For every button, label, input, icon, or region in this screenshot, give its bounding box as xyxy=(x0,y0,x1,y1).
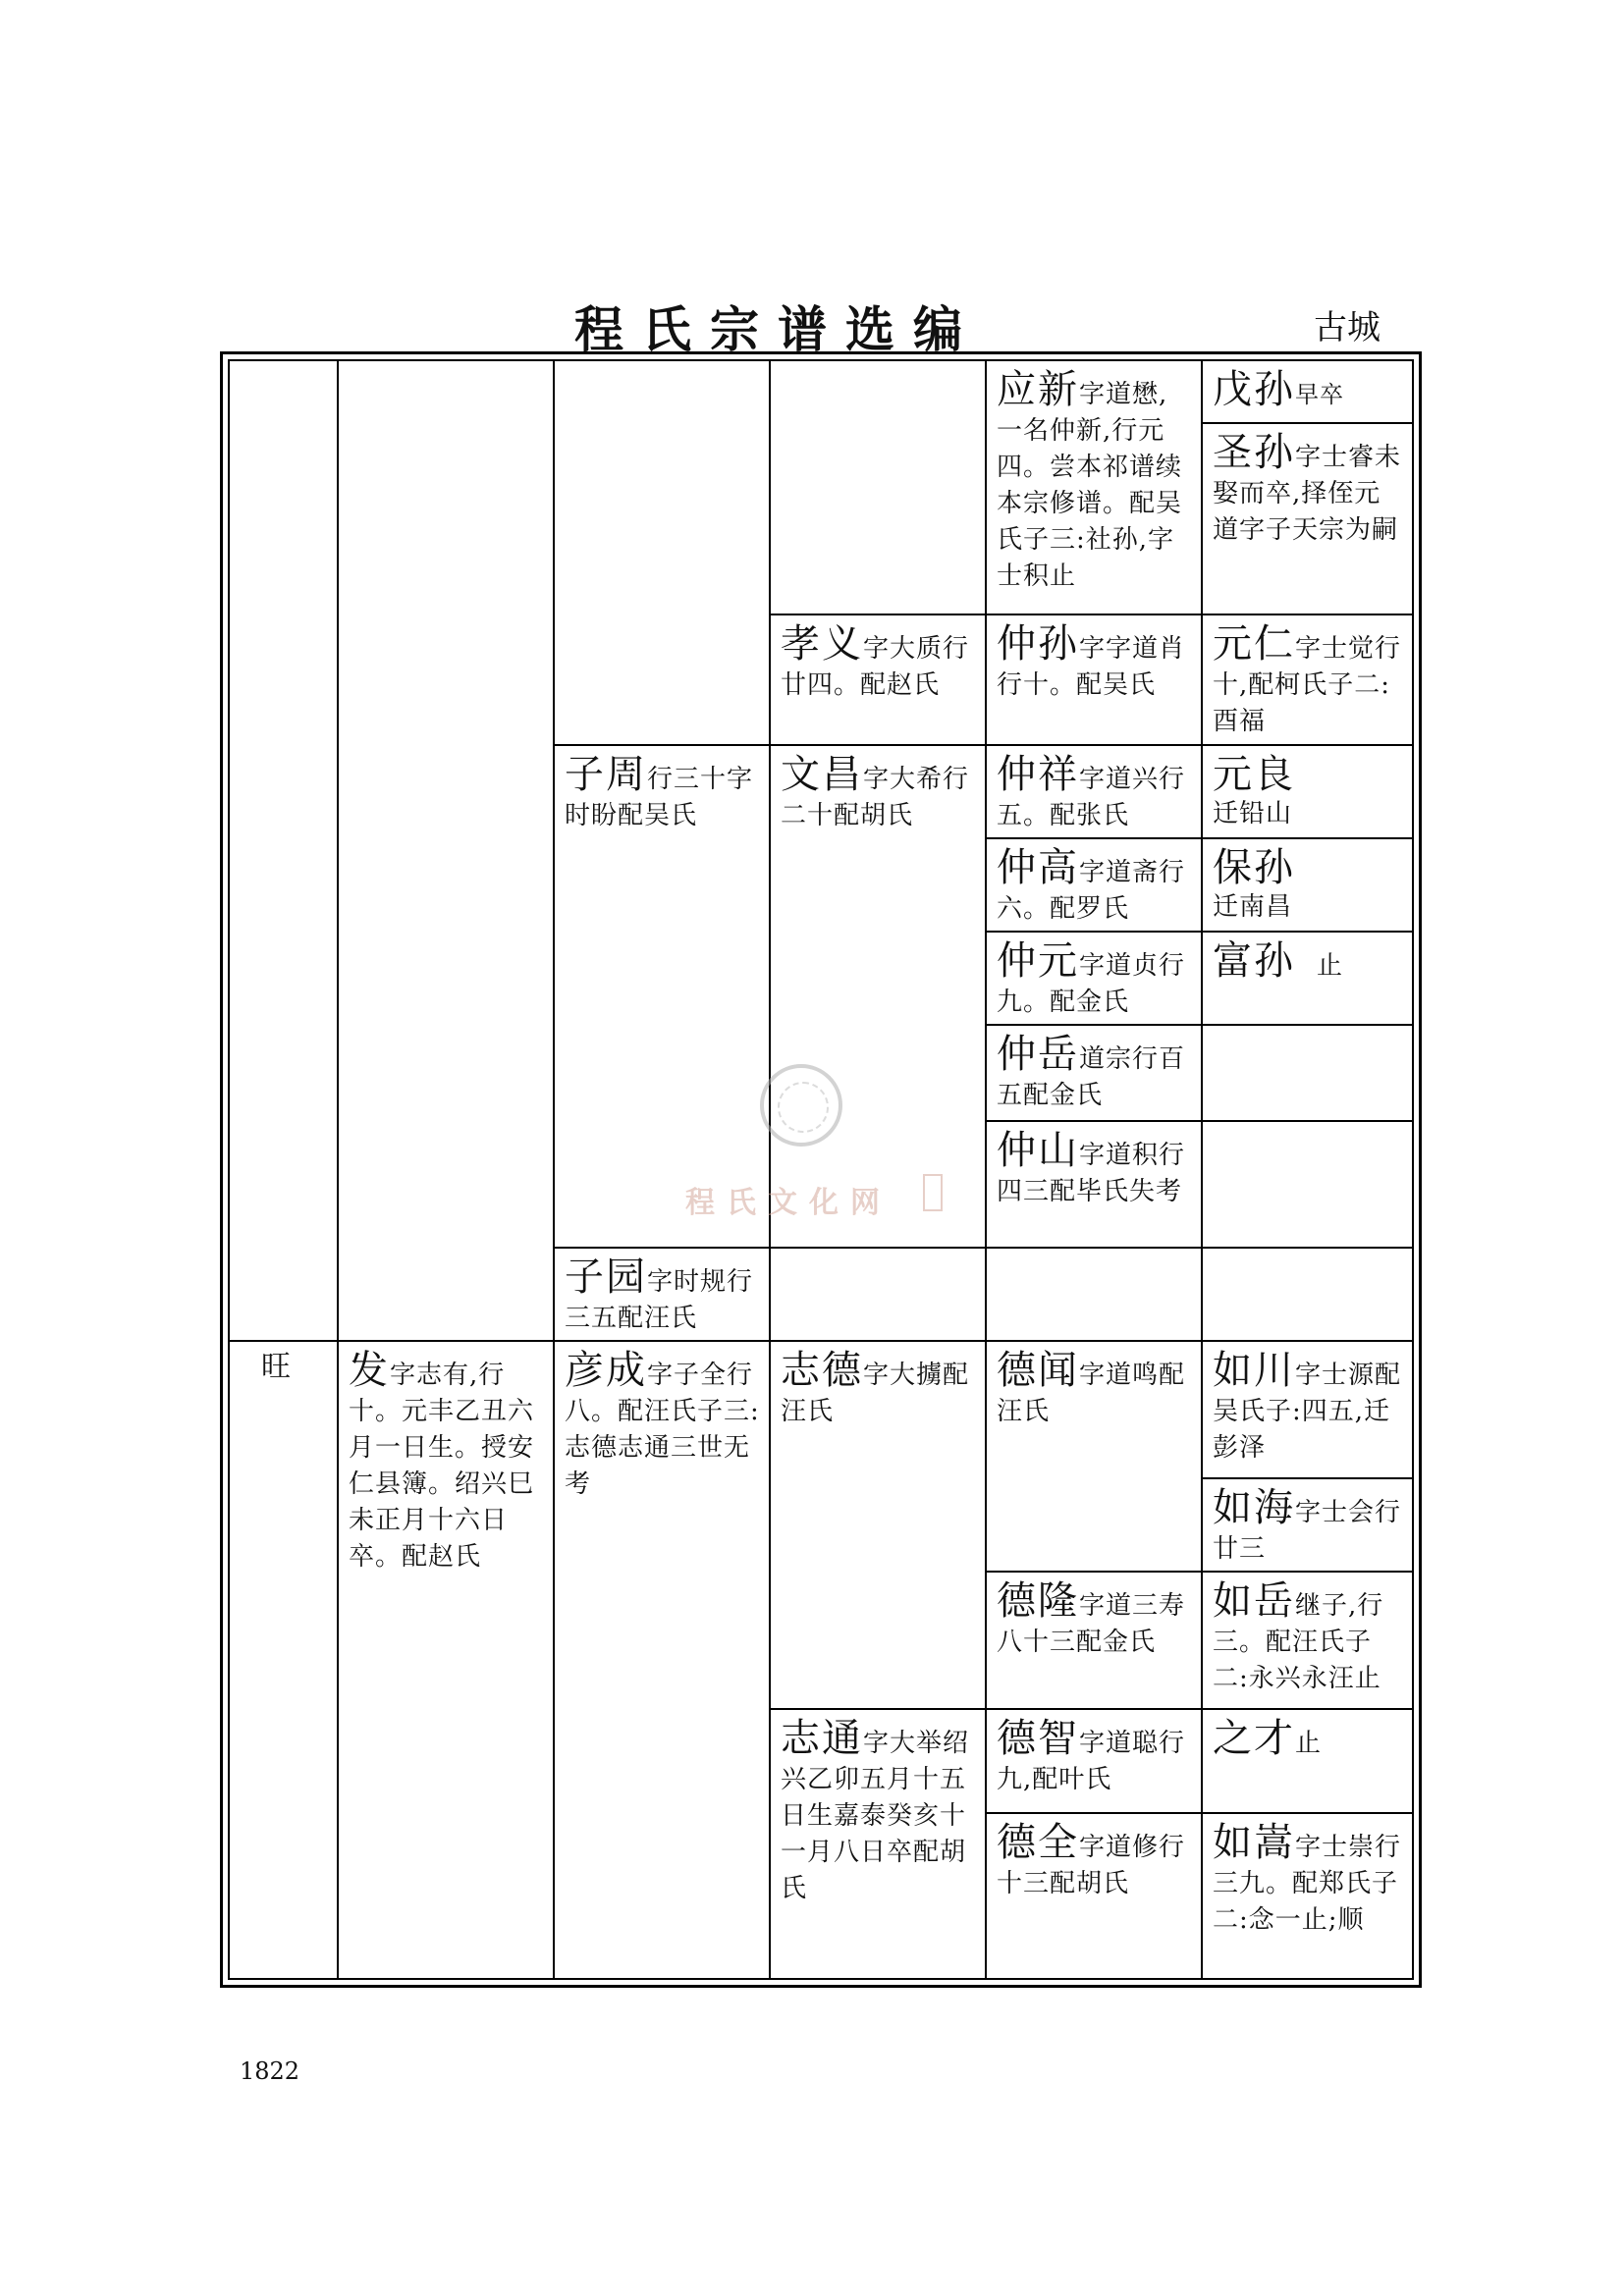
entry-cell xyxy=(987,1574,1201,1708)
row-divider xyxy=(985,1120,1414,1122)
entry-cell xyxy=(555,1343,769,1971)
entry-name: 富孙 xyxy=(1213,938,1295,984)
entry-cell xyxy=(555,747,769,1238)
entry-cell xyxy=(987,1711,1201,1812)
entry-text: 字大质行廿四。配赵氏 xyxy=(781,634,970,700)
entry-text: 道宗行百五配金氏 xyxy=(997,1044,1186,1110)
row-divider xyxy=(769,614,1414,615)
region-label: 古城 xyxy=(1314,308,1380,347)
entry-name: 仲岳 xyxy=(997,1032,1079,1077)
entry-text: 早卒 xyxy=(1295,381,1344,408)
row-divider xyxy=(985,1571,1414,1573)
entry-text: 迁铅山 xyxy=(1213,799,1293,828)
page-number: 1822 xyxy=(240,2057,300,2085)
entry-text: 字士睿未娶而卒,择侄元道字子天宗为嗣 xyxy=(1213,443,1402,545)
entry-name: 之才 xyxy=(1213,1716,1295,1761)
entry-name: 子园 xyxy=(565,1255,647,1300)
entry-name: 孝义 xyxy=(781,621,863,667)
entry-text: 字志有,行十。元丰乙丑六月一日生。授安仁县簿。绍兴巳未正月十六日卒。配赵氏 xyxy=(349,1361,535,1572)
entry-text: 字字道肖行十。配吴氏 xyxy=(997,634,1186,700)
watermark-text: 程氏文化网 xyxy=(685,1186,892,1220)
entry-text: 行三十字时盼配吴氏 xyxy=(565,765,754,830)
entry-text: 字士崇行三九。配郑氏子二:念一止;顺 xyxy=(1213,1833,1402,1935)
entry-name: 戊孙 xyxy=(1213,367,1295,412)
entry-cell xyxy=(987,1027,1201,1120)
row-divider xyxy=(985,1812,1414,1814)
entry-text: 字道斋行六。配罗氏 xyxy=(997,858,1186,924)
entry-cell xyxy=(1203,1480,1412,1571)
entry-cell xyxy=(987,1343,1201,1571)
entry-cell xyxy=(987,1815,1201,1978)
entry-text: 止 xyxy=(1295,1729,1323,1758)
entry-text: 字道修行十三配胡氏 xyxy=(997,1833,1186,1898)
entry-name: 如海 xyxy=(1213,1485,1295,1530)
entry-name: 仲元 xyxy=(997,938,1079,984)
entry-cell xyxy=(1203,747,1412,837)
row-divider xyxy=(228,1340,1414,1342)
entry-text: 字道三寿八十三配金氏 xyxy=(997,1591,1186,1657)
entry-name: 仲孙 xyxy=(997,621,1079,667)
entry-cell xyxy=(1203,840,1412,931)
row-divider xyxy=(985,931,1414,933)
entry-cell xyxy=(771,1343,985,1706)
entry-cell xyxy=(987,362,1201,614)
entry-cell xyxy=(987,616,1201,744)
row-divider xyxy=(985,1024,1414,1026)
entry-text: 字士源配吴氏子:四五,迁彭泽 xyxy=(1213,1361,1402,1463)
entry-name: 仲高 xyxy=(997,845,1079,890)
entry-text: 字道兴行五。配张氏 xyxy=(997,765,1186,830)
entry-text: 迁南昌 xyxy=(1213,892,1293,922)
entry-cell xyxy=(771,1711,985,1976)
entry-name: 子周 xyxy=(565,752,647,797)
entry-cell xyxy=(1203,616,1412,744)
entry-cell xyxy=(771,747,985,1238)
entry-cell xyxy=(1203,934,1412,1024)
entry-text: 止 xyxy=(1317,951,1344,981)
row-divider xyxy=(1201,1477,1414,1479)
entry-name: 圣孙 xyxy=(1213,430,1295,475)
entry-name: 志通 xyxy=(781,1716,863,1761)
entry-name: 应新 xyxy=(997,367,1079,412)
entry-text: 字大希行二十配胡氏 xyxy=(781,765,970,830)
entry-name: 彦成 xyxy=(565,1348,647,1393)
entry-name: 德智 xyxy=(997,1716,1079,1761)
entry-name: 德全 xyxy=(997,1820,1079,1865)
entry-cell xyxy=(1203,1815,1412,1978)
entry-cell xyxy=(339,1343,553,1971)
entry-text: 继子,行三。配汪氏子二:永兴永汪止 xyxy=(1213,1591,1384,1693)
entry-cell xyxy=(251,1343,336,1402)
entry-name: 德闻 xyxy=(997,1348,1079,1393)
entry-text: 字时规行三五配汪氏 xyxy=(565,1267,754,1333)
entry-name: 元良 xyxy=(1213,752,1295,797)
entry-text: 字大举绍兴乙卯五月十五日生嘉泰癸亥十一月八日卒配胡氏 xyxy=(781,1729,970,1903)
entry-text: 字子全行八。配汪氏子三:志德志通三世无考 xyxy=(565,1361,760,1499)
entry-cell xyxy=(1203,362,1412,422)
entry-text: 字道鸣配汪氏 xyxy=(997,1361,1186,1426)
entry-name: 志德 xyxy=(781,1348,863,1393)
entry-name: 如川 xyxy=(1213,1348,1295,1393)
entry-name: 元仁 xyxy=(1213,621,1295,667)
page-title: 程氏宗谱选编 xyxy=(574,300,981,358)
entry-name: 保孙 xyxy=(1213,845,1295,890)
entry-cell xyxy=(987,747,1201,837)
entry-name: 旺 xyxy=(261,1350,292,1384)
entry-text: 字士会行廿三 xyxy=(1213,1498,1402,1564)
entry-text: 字道积行四三配毕氏失考 xyxy=(997,1141,1186,1206)
entry-name: 如岳 xyxy=(1213,1578,1295,1624)
entry-text: 字道聪行九,配叶氏 xyxy=(997,1729,1186,1794)
entry-cell xyxy=(555,1250,769,1340)
entry-cell xyxy=(1203,1574,1412,1708)
entry-name: 文昌 xyxy=(781,752,863,797)
entry-name: 德隆 xyxy=(997,1578,1079,1624)
entry-text: 字道贞行九。配金氏 xyxy=(997,951,1186,1017)
row-divider xyxy=(553,744,1414,746)
entry-cell xyxy=(987,1123,1201,1247)
entry-cell xyxy=(1203,1343,1412,1477)
entry-text: 字道懋,一名仲新,行元四。尝本祁谱续本宗修谱。配吴氏子三:社孙,字士积止 xyxy=(997,380,1183,591)
entry-text: 字大擄配汪氏 xyxy=(781,1361,970,1426)
row-divider xyxy=(985,837,1414,839)
entry-text: 字士觉行十,配柯氏子二:酉福 xyxy=(1213,634,1402,736)
entry-cell xyxy=(1203,425,1412,614)
entry-cell xyxy=(987,840,1201,931)
row-divider xyxy=(769,1708,1414,1710)
entry-name: 仲祥 xyxy=(997,752,1079,797)
entry-name: 如嵩 xyxy=(1213,1820,1295,1865)
entry-name: 发 xyxy=(349,1348,390,1393)
entry-cell xyxy=(987,934,1201,1024)
entry-name: 仲山 xyxy=(997,1128,1079,1173)
entry-cell xyxy=(771,616,985,744)
row-divider xyxy=(1201,422,1414,424)
entry-cell xyxy=(1203,1711,1412,1812)
